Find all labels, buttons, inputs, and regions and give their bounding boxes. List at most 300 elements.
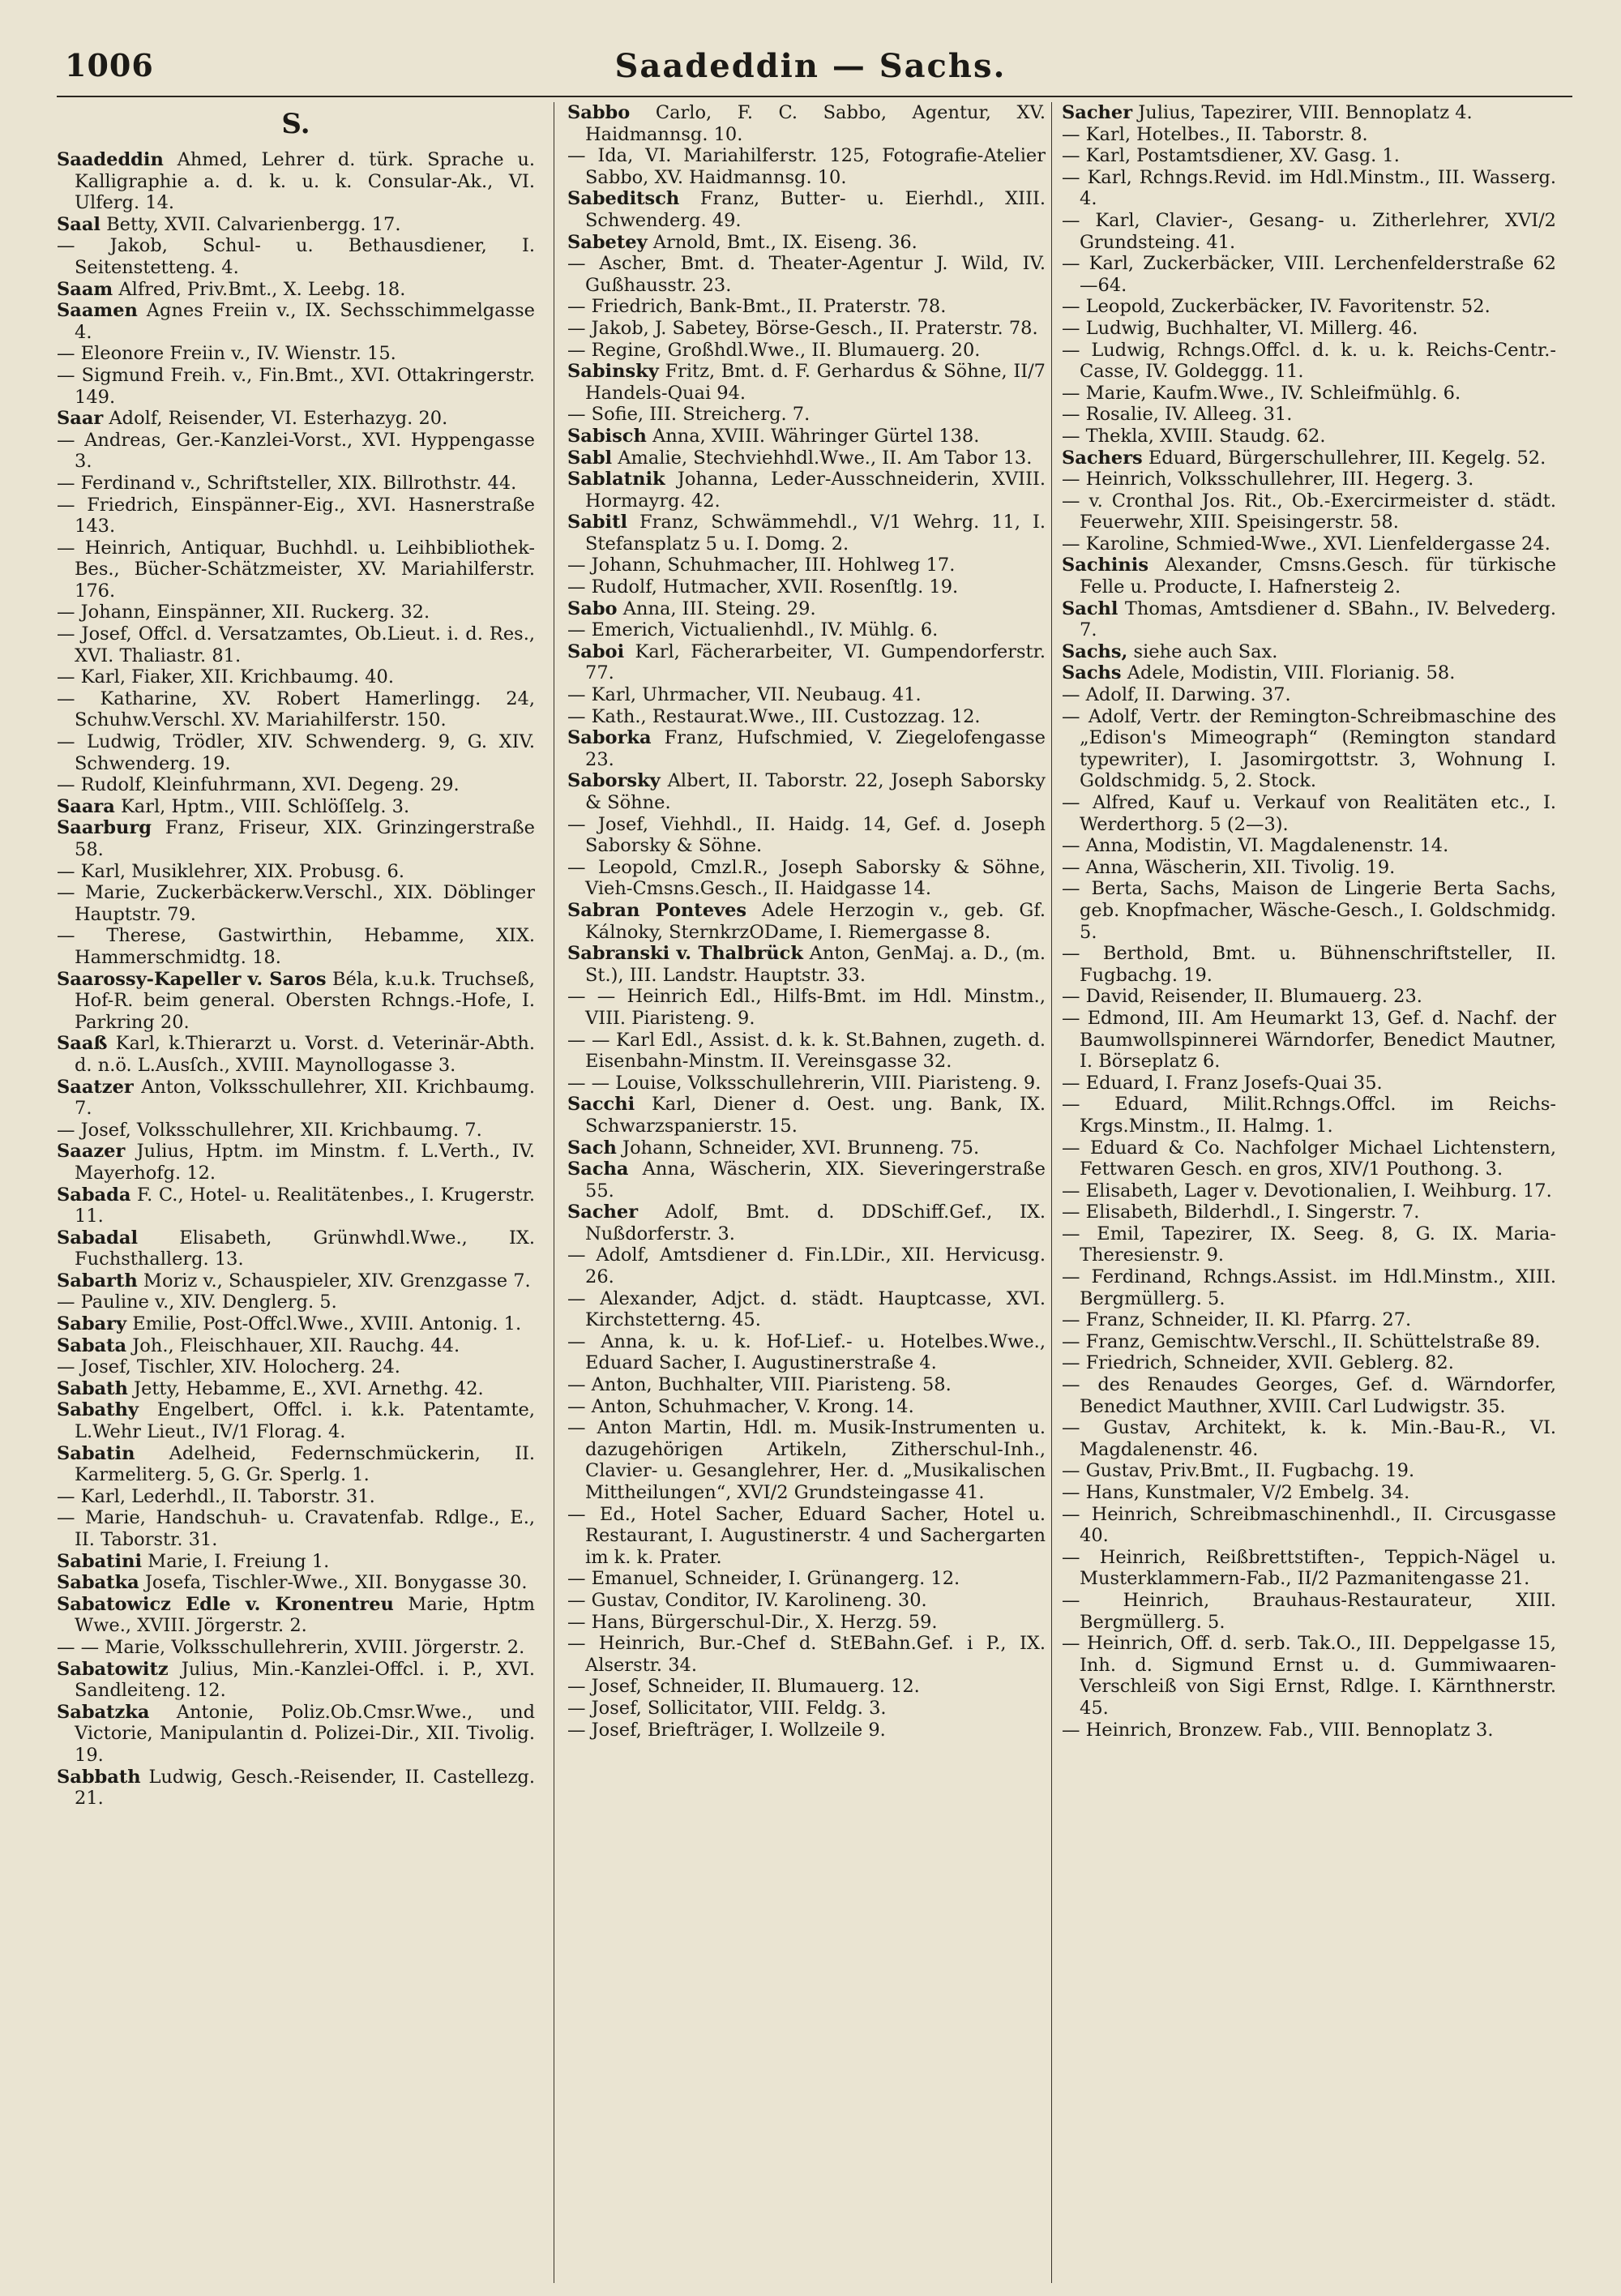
entry-text: — Leopold, Zuckerbäcker, IV. Favoritenstr. 52.	[1062, 296, 1491, 318]
entry-text: — Heinrich, Antiquar, Buchhdl. u. Leihbibliothek-Bes., Bücher-Schätzmeister, XV. Mariahilferstr. 176.	[57, 537, 535, 602]
entry-text: Alexander, Cmsns.Gesch. für türkische Felle u. Producte, I. Hafnersteig 2.	[1080, 555, 1557, 598]
entry-name: Sabatka	[57, 1572, 139, 1594]
entry-text: — Karl, Fiaker, XII. Krichbaumg. 40.	[57, 666, 394, 688]
directory-entry	[1062, 1073, 1556, 1094]
entry-name: Sabarth	[57, 1270, 138, 1292]
entry-text: — Elisabeth, Bilderhdl., I. Singerstr. 7.	[1062, 1202, 1420, 1223]
entry-text: — Heinrich, Bronzew. Fab., VIII. Bennoplatz 3.	[1062, 1719, 1494, 1741]
directory-entry	[567, 684, 1046, 706]
entry-text: — Anna, k. u. k. Hof-Lief.- u. Hotelbes.Wwe., Eduard Sacher, I. Augustinerstraße 4.	[567, 1330, 1046, 1374]
entry-text: Amalie, Stechviehhdl.Wwe., II. Am Tabor 13.	[618, 447, 1033, 469]
entry-text: — Adolf, Amtsdiener d. Fin.LDir., XII. Hervicusg. 26.	[567, 1244, 1046, 1288]
entry-text: — Jakob, J. Sabetey, Börse-Gesch., II. Praterstr. 78.	[567, 317, 1038, 339]
directory-entry	[1062, 878, 1556, 943]
entry-name: Sachs,	[1062, 640, 1128, 662]
directory-entry	[1062, 210, 1556, 253]
entry-text: — Ludwig, Rchngs.Offcl. d. k. u. k. Reichs-Centr.-Casse, IV. Goldeggg. 11.	[1062, 339, 1556, 383]
entry-text: — Rudolf, Kleinfuhrmann, XVI. Degeng. 29.	[57, 774, 460, 796]
directory-entry	[57, 279, 535, 301]
running-head: Saadeddin — Sachs.	[614, 47, 1007, 85]
directory-entry	[567, 598, 1046, 620]
directory-entry	[567, 512, 1046, 555]
directory-entry	[57, 1486, 535, 1508]
directory-entry	[1062, 1417, 1556, 1460]
directory-entry	[57, 602, 535, 623]
directory-entry	[567, 1374, 1046, 1396]
entry-name: Sacchi	[567, 1094, 635, 1116]
entry-text: Franz, Hufschmied, V. Ziegelofengasse 23.	[585, 727, 1046, 770]
entry-text: — Berta, Sachs, Maison de Lingerie Berta Sachs, geb. Knopfmacher, Wäsche-Gesch., I. Goldschmidg. 5.	[1062, 878, 1556, 943]
entry-text: Franz, Friseur, XIX. Grinzingerstraße 58.	[75, 817, 535, 860]
directory-entry	[57, 1378, 535, 1400]
directory-entry	[57, 796, 535, 818]
entry-text: Julius, Min.-Kanzlei-Offcl. i. P., XVI. Sandleiteng. 12.	[75, 1658, 535, 1702]
page-number: 1006	[65, 47, 154, 84]
directory-entry	[57, 1572, 535, 1594]
directory-entry	[57, 473, 535, 495]
entry-text: — Eduard, I. Franz Josefs-Quai 35.	[1062, 1072, 1383, 1094]
entry-name: Saal	[57, 213, 101, 235]
entry-name: Sablatnik	[567, 469, 665, 490]
directory-entry	[1062, 1720, 1556, 1741]
entry-text: — Rudolf, Hutmacher, XVII. Rosenſtlg. 19.	[567, 576, 959, 598]
directory-entry	[567, 1202, 1046, 1244]
directory-entry	[1062, 1309, 1556, 1331]
entry-text: — Hans, Kunstmaler, V/2 Embelg. 34.	[1062, 1482, 1410, 1503]
entry-text: Julius, Tapezirer, VIII. Bennoplatz 4.	[1138, 102, 1473, 123]
entry-text: — Gustav, Architekt, k. k. Min.-Bau-R., VI. Magdalenenstr. 46.	[1062, 1417, 1556, 1460]
entry-text: — Heinrich, Schreibmaschinenhdl., II. Circusgasse 40.	[1062, 1503, 1556, 1547]
directory-entry	[57, 1335, 535, 1357]
entry-text: Adele, Modistin, VIII. Florianig. 58.	[1127, 662, 1456, 684]
entry-text: — — Marie, Volksschullehrerin, XVIII. Jörgerstr. 2.	[57, 1636, 525, 1658]
entry-text: Betty, XVII. Calvarienbergg. 17.	[106, 213, 401, 235]
directory-entry	[567, 1288, 1046, 1331]
directory-entry	[567, 102, 1046, 145]
directory-entry	[567, 1244, 1046, 1287]
entry-text: — Emil, Tapezirer, IX. Seeg. 8, G. IX. Maria-Theresienstr. 9.	[1062, 1223, 1556, 1266]
entry-text: Adolf, Reisender, VI. Esterhazyg. 20.	[109, 408, 448, 430]
entry-name: Sabranski v. Thalbrück	[567, 943, 803, 965]
directory-entry	[57, 817, 535, 860]
entry-text: — Friedrich, Bank-Bmt., II. Praterstr. 78.	[567, 296, 947, 318]
entry-text: — v. Cronthal Jos. Rit., Ob.-Exercirmeister d. städt. Feuerwehr, XIII. Speisingerstr. 58.	[1062, 490, 1556, 533]
directory-entry	[1062, 1460, 1556, 1482]
entry-text: — Anton Martin, Hdl. m. Musik-Instrumenten u. dazugehörigen Artikeln, Zitherschul-Inh., Clavier- u. Gesanglehrer, Her. d. „Musikalischen Mittheilungen“, XVI/2 Grundsteingasse 41.	[567, 1417, 1046, 1503]
directory-entry	[57, 214, 535, 236]
entry-text: Thomas, Amtsdiener d. SBahn., IV. Belvederg. 7.	[1080, 598, 1556, 641]
directory-entry	[1062, 943, 1556, 986]
entry-text: Julius, Hptm. im Minstm. f. L.Verth., IV. Mayerhofg. 12.	[75, 1141, 535, 1184]
directory-entry	[567, 1720, 1046, 1741]
entry-text: — Ludwig, Trödler, XIV. Schwenderg. 9, G. XIV. Schwenderg. 19.	[57, 731, 535, 774]
directory-entry	[567, 1137, 1046, 1159]
entry-name: Saazer	[57, 1141, 126, 1163]
entry-text: — Edmond, III. Am Heumarkt 13, Gef. d. Nachf. der Baumwollspinnerei Wärndorfer, Benedict Mautner, I. Börseplatz 6.	[1062, 1007, 1556, 1073]
directory-entry	[57, 149, 535, 214]
entry-text: — Karl, Lederhdl., II. Taborstr. 31.	[57, 1485, 375, 1507]
directory-entry	[1062, 404, 1556, 426]
entry-text: Franz, Butter- u. Eierhdl., XIII. Schwenderg. 49.	[585, 188, 1046, 231]
directory-entry	[567, 1633, 1046, 1676]
entry-text: Ahmed, Lehrer d. türk. Sprache u. Kalligraphie a. d. k. u. k. Consular-Ak., VI. Ulferg. 14.	[75, 149, 536, 214]
entry-text: — Anna, Modistin, VI. Magdalenenstr. 14.	[1062, 835, 1449, 857]
entry-text: Anna, XVIII. Währinger Gürtel 138.	[652, 425, 980, 447]
entry-text: siehe auch Sax.	[1133, 640, 1278, 662]
directory-entry	[57, 1551, 535, 1573]
directory-entry	[567, 1159, 1046, 1202]
entry-name: Sabatzka	[57, 1701, 150, 1723]
entry-name: Saborsky	[567, 770, 661, 792]
entry-text: — Andreas, Ger.-Kanzlei-Vorst., XVI. Hyppengasse 3.	[57, 429, 535, 473]
directory-entry	[1062, 145, 1556, 167]
directory-entry	[567, 404, 1046, 426]
directory-entry	[1062, 1547, 1556, 1590]
entry-text: — Josef, Tischler, XIV. Holocherg. 24.	[57, 1356, 400, 1378]
entry-text: Josefa, Tischler-Wwe., XII. Bonygasse 30.	[144, 1572, 528, 1594]
entry-text: — Regine, Großhdl.Wwe., II. Blumauerg. 20.	[567, 339, 981, 361]
directory-entry	[567, 426, 1046, 448]
directory-entry	[1062, 253, 1556, 296]
entry-name: Saatzer	[57, 1076, 134, 1098]
entry-text: Ludwig, Gesch.-Reisender, II. Castellezg. 21.	[75, 1766, 535, 1810]
entry-name: Sachl	[1062, 598, 1118, 619]
entry-text: — Therese, Gastwirthin, Hebamme, XIX. Hammerschmidtg. 18.	[57, 925, 535, 968]
directory-entry	[1062, 1482, 1556, 1504]
entry-text: — Sofie, III. Streicherg. 7.	[567, 404, 810, 426]
entry-text: Fritz, Bmt. d. F. Gerhardus & Söhne, II/7 Handels-Quai 94.	[585, 361, 1046, 404]
entry-text: — Anton, Schuhmacher, V. Krong. 14.	[567, 1395, 914, 1417]
directory-entry	[567, 1396, 1046, 1418]
entry-text: — Katharine, XV. Robert Hamerlingg. 24, Schuhw.Verschl. XV. Mariahilferstr. 150.	[57, 688, 535, 731]
directory-entry	[567, 232, 1046, 254]
directory-entry	[57, 969, 535, 1034]
directory-entry	[567, 1073, 1046, 1094]
entry-text: — Johann, Einspänner, XII. Ruckerg. 32.	[57, 602, 430, 623]
entry-text: — — Karl Edl., Assist. d. k. k. St.Bahnen, zugeth. d. Eisenbahn-Minstm. II. Vereinsgasse 32.	[567, 1029, 1046, 1073]
entry-text: Karl, Hptm., VIII. Schlöſſelg. 3.	[121, 795, 410, 817]
entry-text: Eduard, Bürgerschullehrer, III. Kegelg. 52.	[1148, 447, 1546, 469]
entry-text: — Gustav, Conditor, IV. Karolineng. 30.	[567, 1589, 927, 1611]
entry-name: Saamen	[57, 300, 138, 322]
entry-text: — Josef, Briefträger, I. Wollzeile 9.	[567, 1719, 886, 1741]
entry-text: — Karl, Clavier-, Gesang- u. Zitherlehrer, XVI/2 Grundsteing. 41.	[1062, 209, 1556, 253]
entry-text: — Adolf, II. Darwing. 37.	[1062, 684, 1291, 706]
directory-entry	[567, 1568, 1046, 1590]
directory-entry	[57, 666, 535, 688]
entry-text: — Heinrich, Volksschullehrer, III. Hegerg. 3.	[1062, 469, 1474, 490]
directory-entry	[57, 731, 535, 774]
entry-text: Karl, Diener d. Oest. ung. Bank, IX. Schwarzspanierstr. 15.	[585, 1094, 1046, 1137]
directory-entry	[567, 318, 1046, 340]
directory-entry	[57, 1399, 535, 1442]
directory-entry	[57, 688, 535, 731]
entry-text: Alfred, Priv.Bmt., X. Leebg. 18.	[118, 278, 406, 300]
entry-text: — Heinrich, Reißbrettstiften-, Teppich-Nägel u. Musterklammern-Fab., II/2 Pazmanitengasse 21.	[1062, 1546, 1556, 1590]
directory-entry	[567, 1612, 1046, 1634]
directory-entry	[567, 943, 1046, 986]
directory-entry	[1062, 684, 1556, 706]
directory-entry	[567, 986, 1046, 1029]
directory-entry	[57, 1292, 535, 1313]
entry-text: — Ascher, Bmt. d. Theater-Agentur J. Wild, IV. Gußhausstr. 23.	[567, 253, 1046, 296]
directory-entry	[1062, 469, 1556, 490]
directory-entry	[1062, 1331, 1556, 1353]
directory-entry	[567, 1590, 1046, 1612]
entry-text: — Rosalie, IV. Alleeg. 31.	[1062, 404, 1293, 426]
entry-text: — Franz, Gemischtw.Verschl., II. Schüttelstraße 89.	[1062, 1330, 1541, 1352]
entry-text: — Josef, Sollicitator, VIII. Feldg. 3.	[567, 1697, 887, 1719]
column-1	[57, 102, 535, 1810]
entry-text: — Emerich, Victualienhdl., IV. Mühlg. 6.	[567, 619, 939, 641]
entry-text: — Alexander, Adjct. d. städt. Hauptcasse, XVI. Kirchstetterng. 45.	[567, 1287, 1046, 1331]
directory-entry	[57, 495, 535, 538]
directory-entry	[1062, 1008, 1556, 1073]
entry-name: Saborka	[567, 727, 652, 749]
entry-name: Sabbo	[567, 102, 631, 123]
directory-entry	[57, 1659, 535, 1702]
entry-name: Sabary	[57, 1313, 127, 1335]
entry-text: — Karl, Musiklehrer, XIX. Probusg. 6.	[57, 860, 404, 882]
entry-text: — Karoline, Schmied-Wwe., XVI. Lienfeldergasse 24.	[1062, 533, 1550, 555]
directory-entry	[1062, 792, 1556, 835]
entry-text: — des Renaudes Georges, Gef. d. Wärndorfer, Benedict Mauthner, XVIII. Carl Ludwigstr. 35.	[1062, 1374, 1556, 1417]
directory-entry	[567, 1504, 1046, 1569]
directory-entry	[1062, 1633, 1556, 1719]
directory-entry	[1062, 1180, 1556, 1202]
entry-text: — Friedrich, Schneider, XVII. Geblerg. 82.	[1062, 1352, 1454, 1374]
directory-entry	[1062, 102, 1556, 124]
entry-name: Sachinis	[1062, 555, 1149, 576]
column-separator	[1051, 102, 1052, 2283]
directory-entry	[1062, 1590, 1556, 1633]
entry-text: Anton, Volksschullehrer, XII. Krichbaumg. 7.	[75, 1076, 535, 1120]
entry-text: — Ferdinand v., Schriftsteller, XIX. Billrothstr. 44.	[57, 472, 517, 494]
directory-entry	[1062, 1352, 1556, 1374]
entry-text: — Berthold, Bmt. u. Bühnenschriftsteller, II. Fugbachg. 19.	[1062, 943, 1556, 986]
directory-entry	[57, 1507, 535, 1550]
directory-entry	[57, 882, 535, 925]
entry-name: Saarossy-Kapeller v. Saros	[57, 968, 327, 990]
directory-entry	[57, 925, 535, 968]
directory-entry	[1062, 318, 1556, 340]
directory-entry	[57, 1637, 535, 1659]
entry-text: — Anton, Buchhalter, VIII. Piaristeng. 58.	[567, 1374, 952, 1396]
directory-entry	[57, 538, 535, 602]
directory-entry	[567, 770, 1046, 813]
directory-entry	[567, 706, 1046, 728]
directory-entry	[57, 1443, 535, 1486]
entry-name: Sabitl	[567, 512, 628, 533]
directory-entry	[57, 1356, 535, 1378]
entry-text: — Ed., Hotel Sacher, Eduard Sacher, Hotel u. Restaurant, I. Augustinerstr. 4 und Sachergarten im k. k. Prater.	[567, 1503, 1046, 1568]
header-rule	[57, 96, 1572, 97]
directory-entry	[567, 188, 1046, 231]
entry-text: — Elisabeth, Lager v. Devotionalien, I. Weihburg. 17.	[1062, 1180, 1552, 1202]
entry-text: — Alfred, Kauf u. Verkauf von Realitäten etc., I. Werderthorg. 5 (2—3).	[1062, 792, 1556, 835]
entry-text: — Heinrich, Bur.-Chef d. StEBahn.Gef. i P., IX. Alserstr. 34.	[567, 1633, 1046, 1676]
entry-text: Joh., Fleischhauer, XII. Rauchg. 44.	[132, 1334, 460, 1356]
entry-text: — Marie, Kaufm.Wwe., IV. Schleifmühlg. 6.	[1062, 382, 1461, 404]
directory-entry	[567, 1417, 1046, 1503]
entry-text: — Sigmund Freih. v., Fin.Bmt., XVI. Ottakringerstr. 149.	[57, 364, 535, 408]
entry-text: — Pauline v., XIV. Denglerg. 5.	[57, 1292, 337, 1313]
entry-text: Marie, I. Freiung 1.	[148, 1550, 330, 1572]
entry-name: Saboi	[567, 640, 625, 662]
directory-entry	[567, 727, 1046, 770]
directory-entry	[1062, 383, 1556, 405]
entry-name: Saar	[57, 408, 104, 430]
directory-entry	[567, 1698, 1046, 1720]
entry-name: Sabetey	[567, 231, 648, 253]
entry-text: — Emanuel, Schneider, I. Grünangerg. 12.	[567, 1568, 960, 1590]
entry-name: Sabata	[57, 1334, 127, 1356]
directory-entry	[567, 900, 1046, 943]
directory-entry	[567, 576, 1046, 598]
entry-text: — Heinrich, Off. d. serb. Tak.O., III. Deppelgasse 15, Inh. d. Sigmund Ernst u. d. Gummiwaaren-Verschleiß von Sigi Ernst, Rdlge. I. Kärnthnerstr. 45.	[1062, 1633, 1556, 1719]
entry-text: Arnold, Bmt., IX. Eiseng. 36.	[652, 231, 917, 253]
entry-text: — Jakob, Schul- u. Bethausdiener, I. Seitenstetteng. 4.	[57, 235, 535, 278]
directory-entry	[1062, 426, 1556, 448]
directory-entry	[567, 145, 1046, 188]
entry-text: Adele Herzogin v., geb. Gf. Kálnoky, SternkrzODame, I. Riemergasse 8.	[585, 899, 1046, 943]
directory-entry	[57, 1270, 535, 1292]
directory-entry	[1062, 340, 1556, 383]
directory-entry	[57, 774, 535, 796]
directory-entry	[57, 861, 535, 883]
directory-entry	[57, 1077, 535, 1120]
directory-entry	[1062, 835, 1556, 857]
entry-text: Agnes Freiin v., IX. Sechsschimmelgasse 4.	[75, 300, 535, 343]
entry-text: Engelbert, Offcl. i. k.k. Patentamte, L.Wehr Lieut., IV/1 Florag. 4.	[75, 1399, 535, 1443]
entry-name: Sabatini	[57, 1550, 142, 1572]
directory-entry	[57, 623, 535, 666]
entry-name: Sabinsky	[567, 361, 659, 383]
entry-name: Saarburg	[57, 817, 152, 839]
entry-text: — Josef, Schneider, II. Blumauerg. 12.	[567, 1676, 920, 1698]
entry-text: Johann, Schneider, XVI. Brunneng. 75.	[622, 1137, 980, 1159]
entry-text: — Karl, Postamtsdiener, XV. Gasg. 1.	[1062, 145, 1400, 167]
directory-entry	[567, 619, 1046, 641]
entry-text: Adelheid, Federnschmückerin, II. Karmeliterg. 5, G. Gr. Sperlg. 1.	[75, 1442, 536, 1486]
entry-text: — Gustav, Priv.Bmt., II. Fugbachg. 19.	[1062, 1460, 1415, 1482]
directory-entry	[1062, 598, 1556, 641]
directory-entry	[1062, 662, 1556, 684]
directory-entry	[567, 857, 1046, 900]
directory-entry	[567, 253, 1046, 296]
entry-text: — Johann, Schuhmacher, III. Hohlweg 17.	[567, 555, 956, 576]
directory-entry	[1062, 490, 1556, 533]
entry-text: Adolf, Bmt. d. DDSchiff.Gef., IX. Nußdorferstr. 3.	[585, 1202, 1046, 1244]
entry-text: — Ida, VI. Mariahilferstr. 125, Fotografie-Atelier Sabbo, XV. Haidmannsg. 10.	[567, 145, 1046, 188]
directory-entry	[1062, 1094, 1556, 1137]
entry-text: Emilie, Post-Offcl.Wwe., XVIII. Antonig. 1.	[132, 1313, 522, 1335]
entry-text: — Karl, Rchngs.Revid. im Hdl.Minstm., III. Wasserg. 4.	[1062, 166, 1556, 210]
entry-text: Moriz v., Schauspieler, XIV. Grenzgasse 7.	[143, 1270, 531, 1292]
directory-entry	[1062, 124, 1556, 146]
directory-entry	[57, 1702, 535, 1767]
directory-entry	[1062, 1202, 1556, 1223]
entry-name: Sabatowicz Edle v. Kronentreu	[57, 1593, 394, 1615]
entry-text: — Josef, Volksschullehrer, XII. Krichbaumg. 7.	[57, 1119, 482, 1141]
directory-entry	[57, 1313, 535, 1335]
entry-text: — Adolf, Vertr. der Remington-Schreibmaschine des „Edison's Mimeograph“ (Remington standard typewriter), I. Jasomirgottstr. 3, Wohnung I. Goldschmidg. 5, 2. Stock.	[1062, 705, 1556, 792]
entry-text: — — Heinrich Edl., Hilfs-Bmt. im Hdl. Minstm., VIII. Piaristeng. 9.	[567, 986, 1046, 1029]
directory-entry	[567, 1331, 1046, 1374]
entry-name: Saam	[57, 278, 113, 300]
entry-name: Sabisch	[567, 425, 647, 447]
entry-text: Elisabeth, Grünwhdl.Wwe., IX. Fuchsthallerg. 13.	[75, 1227, 536, 1270]
entry-text: Marie, Hptm Wwe., XVIII. Jörgerstr. 2.	[75, 1593, 535, 1637]
entry-text: Franz, Schwämmehdl., V/1 Wehrg. 11, I. Stefansplatz 5 u. I. Domg. 2.	[585, 512, 1046, 555]
entry-name: Sacha	[567, 1159, 629, 1180]
directory-entry	[567, 555, 1046, 576]
entry-text: — Anna, Wäscherin, XII. Tivolig. 19.	[1062, 856, 1396, 878]
directory-entry	[1062, 448, 1556, 469]
entry-text: — Josef, Viehhdl., II. Haidg. 14, Gef. d. Joseph Saborsky & Söhne.	[567, 813, 1046, 857]
entry-text: Carlo, F. C. Sabbo, Agentur, XV. Haidmannsg. 10.	[585, 102, 1046, 145]
directory-entry	[1062, 1374, 1556, 1417]
entry-name: Sabbath	[57, 1766, 141, 1788]
entry-text: Jetty, Hebamme, E., XVI. Arnethg. 42.	[134, 1377, 484, 1399]
directory-entry	[57, 1033, 535, 1076]
entry-text: — Ferdinand, Rchngs.Assist. im Hdl.Minstm., XIII. Bergmüllerg. 5.	[1062, 1266, 1556, 1309]
entry-text: Johanna, Leder-Ausschneiderin, XVIII. Hormayrg. 42.	[585, 469, 1046, 512]
entry-text: — Heinrich, Brauhaus-Restaurateur, XIII. Bergmüllerg. 5.	[1062, 1589, 1556, 1633]
entry-name: Sabadal	[57, 1227, 138, 1249]
entry-text: — Thekla, XVIII. Staudg. 62.	[1062, 425, 1326, 447]
entry-text: — — Louise, Volksschullehrerin, VIII. Piaristeng. 9.	[567, 1072, 1041, 1094]
entry-text: — Kath., Restaurat.Wwe., III. Custozzag. 12.	[567, 705, 981, 727]
directory-entry	[567, 296, 1046, 318]
entry-name: Sabo	[567, 598, 618, 619]
entry-text: Béla, k.u.k. Truchseß, Hof-R. beim general. Obersten Rchngs.-Hofe, I. Parkring 20.	[75, 968, 535, 1033]
directory-entry	[1062, 1137, 1556, 1180]
entry-text: — Friedrich, Einspänner-Eig., XVI. Hasnerstraße 143.	[57, 494, 535, 538]
entry-text: Karl, k.Thierarzt u. Vorst. d. Veterinär-Abth. d. n.ö. L.Ausſch., XVIII. Maynollogasse 3.	[75, 1033, 535, 1076]
entry-text: F. C., Hotel- u. Realitätenbes., I. Krugerstr. 11.	[75, 1184, 536, 1227]
entry-name: Sabada	[57, 1184, 131, 1206]
directory-entry	[1062, 167, 1556, 210]
entry-text: Anna, III. Steing. 29.	[622, 598, 816, 619]
entry-text: — Josef, Offcl. d. Versatzamtes, Ob.Lieut. i. d. Res., XVI. Thaliastr. 81.	[57, 623, 535, 666]
directory-entry	[1062, 641, 1556, 663]
directory-entry	[567, 469, 1046, 512]
directory-entry	[57, 1184, 535, 1227]
entry-text: — Eleonore Freiin v., IV. Wienstr. 15.	[57, 343, 396, 365]
directory-entry	[1062, 857, 1556, 879]
entry-name: Sacher	[567, 1202, 639, 1223]
directory-entry	[1062, 706, 1556, 792]
directory-entry	[1062, 986, 1556, 1008]
entry-text: — Eduard & Co. Nachfolger Michael Lichtenstern, Fettwaren Gesch. en gros, XIV/1 Pouthong. 3.	[1062, 1137, 1556, 1180]
directory-entry	[567, 340, 1046, 362]
entry-text: — Marie, Zuckerbäckerw.Verschl., XIX. Döblinger Hauptstr. 79.	[57, 882, 535, 925]
entry-name: Sabeditsch	[567, 188, 680, 210]
column-3	[1062, 102, 1556, 1741]
entry-text: Albert, II. Taborstr. 22, Joseph Saborsky & Söhne.	[585, 770, 1046, 813]
directory-entry	[567, 1676, 1046, 1698]
entry-name: Sabran Ponteves	[567, 899, 747, 921]
entry-text: — Hans, Bürgerschul-Dir., X. Herzg. 59.	[567, 1611, 938, 1633]
entry-name: Sabl	[567, 447, 613, 469]
entry-name: Sabath	[57, 1377, 128, 1399]
directory-entry	[567, 361, 1046, 404]
entry-name: Sach	[567, 1137, 617, 1159]
directory-entry	[57, 430, 535, 473]
directory-entry	[1062, 1266, 1556, 1309]
directory-entry	[57, 408, 535, 430]
